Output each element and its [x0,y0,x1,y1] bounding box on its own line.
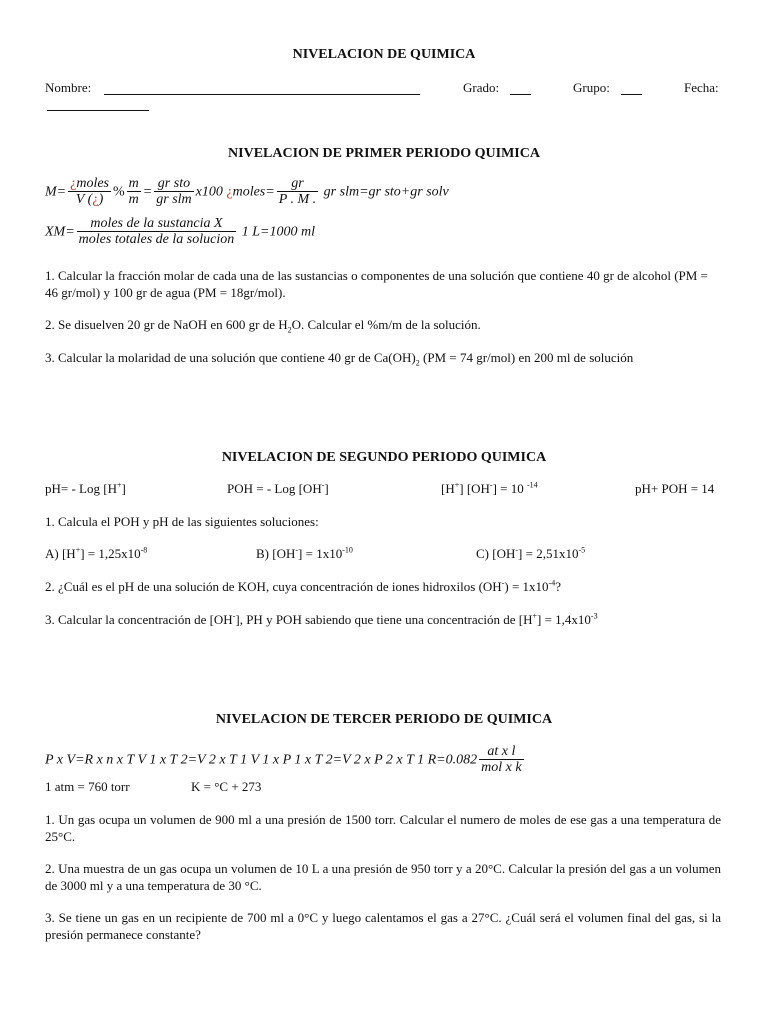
s1-question-3: 3. Calcular la molaridad de una solución que contiene 40 gr de $Ca(OH)_2$ (PM = 74 gr/mol) en 200 ml de solución [45,350,634,368]
formula-molar-fraction: XM= $\frac{\text{moles de la sustancia X}}{\text{moles totales de la solucion}}$ 1 L=1000 ml [45,216,315,248]
fecha-field[interactable] [47,98,149,111]
s3-question-3: 3. Se tiene un gas en un recipiente de 700 ml a 0°C y luego calentamos el gas a 27°C. ¿Cuál será el volumen final del gas, si la presión permanece constante? [45,910,721,942]
section2-title: NIVELACION DE SEGUNDO PERIODO QUIMICA [221,450,547,465]
s2-question-1: 1. Calcula el POH y pH de las siguientes soluciones: [45,514,319,529]
formula-ph-sum: pH+ POH = 14 [635,481,715,496]
s2-option-a: A) $[H^+] = 1,25x10^{-8}$ [45,545,148,561]
formula-ph: pH= - Log [H+] [45,480,126,496]
section1-title: NIVELACION DE PRIMER PERIODO QUIMICA [228,146,540,161]
s2-question-3: 3. Calcular la concentración de [OH-], PH y POH sabiendo que tiene una concentración de $[H^+] = 1,4x10^{-3}$ [45,611,598,627]
section3-title: NIVELACION DE TERCER PERIODO DE QUIMICA [215,712,553,727]
frac-gr-pm: $\frac{gr}{P . M .}$ [278,176,317,208]
s3-question-2: 2. Una muestra de un gas ocupa un volumen de 10 L a una presión de 950 torr y a 20°C. Calcular la presión del gas a un volumen de 3000 ml y a una temperatura de 30 °C. [45,861,721,893]
frac-m-m: $\frac{m}{m}$ [128,176,139,208]
s1-question-1: 1. Calcular la fracción molar de cada una de las sustancias o componentes de una solución que contiene 40 gr de alcohol (PM = 46 gr/mol) y 100 gr de agua (PM = 18gr/mol). [45,268,708,300]
kelvin-conversion: K = °C + 273 [191,779,262,794]
nombre-field[interactable] [104,82,420,95]
atm-conversion: 1 atm = 760 torr [45,779,130,794]
frac-molar: $\frac{\text{moles de la sustancia X}}{\text{moles totales de la solucion}}$ [78,216,235,248]
s2-question-2: 2. ¿Cuál es el pH de una solución de KOH, cuya concentración de iones hidroxilos $(OH^-) = 1x10^{-4}$? [45,578,561,594]
grado-field[interactable] [510,82,531,95]
frac-sto-slm: $\frac{\text{gr sto}}{\text{gr slm}}$ [156,176,192,208]
grupo-label: Grupo: [573,80,610,95]
document-title: NIVELACION DE QUIMICA [292,47,476,62]
grupo-field[interactable] [621,82,642,95]
frac-r-units: $\frac{\text{at x l}}{\text{mol x k}}$ [481,744,522,776]
grado-label: Grado: [463,80,500,95]
s1-question-2: 2. Se disuelven 20 gr de NaOH en 600 gr de $H_2O$. Calcular el %m/m de la solución. [45,317,481,335]
s2-option-c: C) $[OH^-] = 2,51x10^{-5}$ [476,545,586,561]
formula-molarity: M= $\frac{\text{¿moles}}{V (¿)}$ % $\frac{m}{m}$ = $\frac{\text{gr sto}}{\text{gr slm}}$ x100 ¿moles= $\frac{gr}{P . M .}$ gr slm=gr sto+gr solv [45,176,449,208]
formula-poh: POH = - Log [OH-] [227,480,329,496]
s2-option-b: B) $[OH^-] = 1x10^{-10}$ [256,545,353,561]
formula-kw: [H+] [OH-] = 10 $^{-14}$ [441,480,538,496]
frac-moles-volume: $\frac{\text{¿moles}}{V (¿)}$ [70,176,109,208]
fecha-label: Fecha: [684,80,719,95]
formula-gas-laws: P x V=R x n x T V 1 x T 2=V 2 x T 1 V 1 x P 1 x T 2=V 2 x P 2 x T 1 R=0.082 $\frac{\text{at x l}}{\text{mol x k}}$ [45,744,522,776]
nombre-label: Nombre: [45,80,92,95]
s3-question-1: 1. Un gas ocupa un volumen de 900 ml a una presión de 1500 torr. Calcular el numero de moles de ese gas a una temperatura de 25°C. [45,812,721,844]
